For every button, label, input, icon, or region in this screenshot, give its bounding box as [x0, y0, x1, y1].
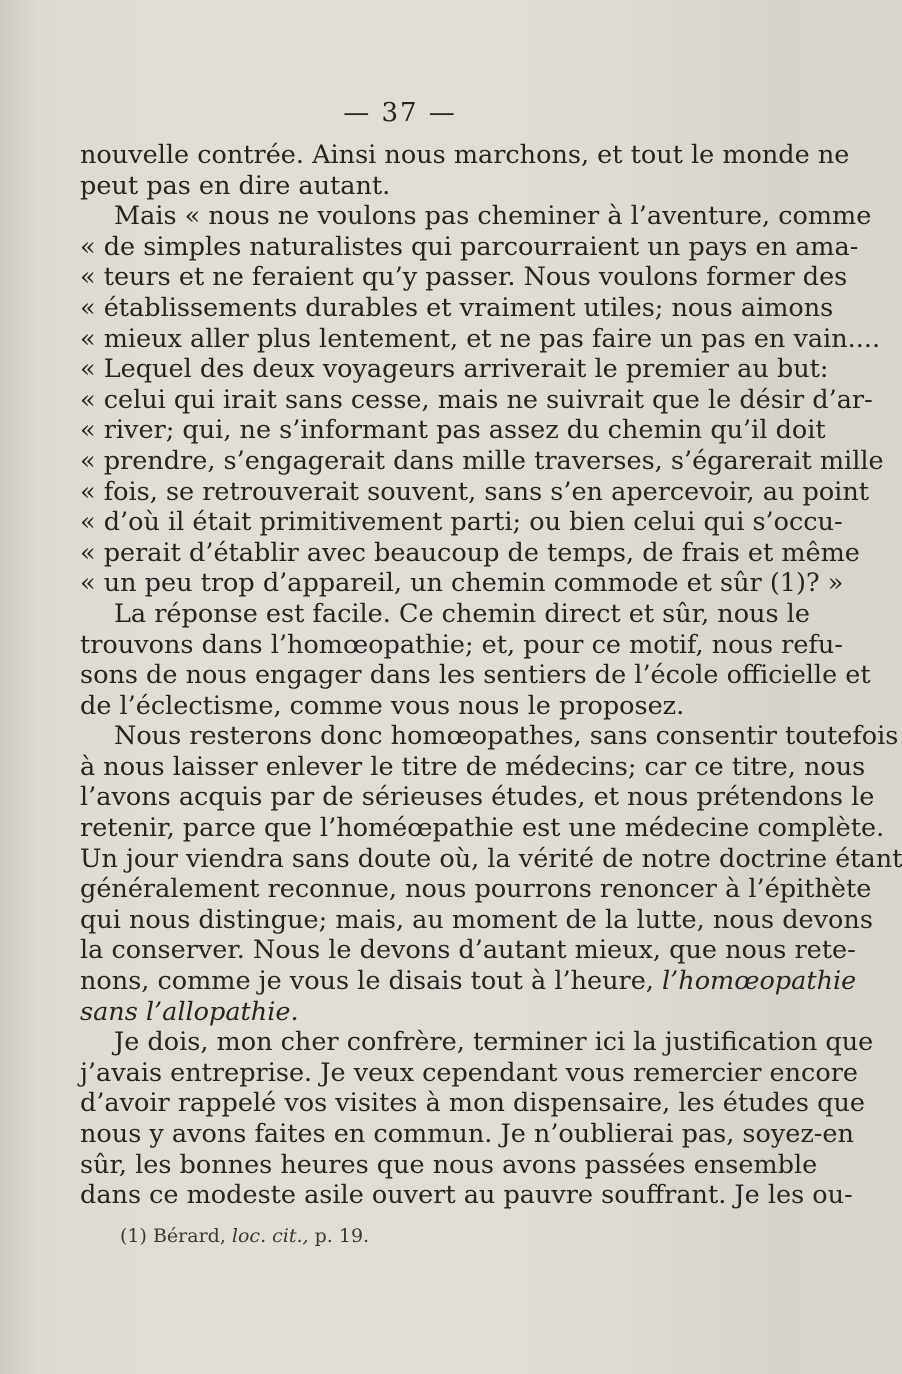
- text-line-content: nons, comme je vous le disais tout à l’heure,: [80, 966, 654, 997]
- text-line: [80, 904, 873, 936]
- text-line-italic: l’homœopathie: [662, 966, 857, 997]
- text-line: [80, 140, 850, 171]
- text-line-content: Un jour viendra sans doute où, la vérité de notre doctrine étant: [80, 843, 902, 874]
- text-line-content: « river; qui, ne s’informant pas assez du chemin qu’il doit: [80, 415, 826, 446]
- text-line: [80, 598, 810, 630]
- text-line: [80, 537, 860, 569]
- text-line-content: l’avons acquis par de sérieuses études, et nous prétendons le: [80, 782, 875, 813]
- text-line-content: qui nous distingue; mais, au moment de la lutte, nous devons: [80, 904, 873, 935]
- text-line-content: d’avoir rappelé vos visites à mon dispensaire, les études que: [80, 1088, 865, 1119]
- footnote-citation: loc. cit.,: [231, 1225, 309, 1247]
- text-line-content: retenir, parce que l’homéœpathie est une médecine complète.: [80, 813, 885, 844]
- text-line-content: La réponse est facile. Ce chemin direct et sûr, nous le: [114, 598, 810, 629]
- text-line: [80, 354, 829, 385]
- text-line-content: j’avais entreprise. Je veux cependant vous remercier encore: [80, 1057, 858, 1088]
- page-number: — 37 —: [343, 98, 457, 128]
- text-line: [80, 935, 856, 966]
- text-line: [80, 1088, 865, 1119]
- text-line-content: nous y avons faites en commun. Je n’oublierai pas, soyez-en: [80, 1119, 854, 1149]
- text-line: [80, 171, 720, 202]
- text-line: [80, 629, 843, 661]
- text-line: [80, 1027, 874, 1058]
- text-line: [80, 568, 844, 599]
- text-line-content: « teurs et ne feraient qu’y passer. Nous voulons former des: [80, 262, 848, 293]
- text-line: [80, 201, 872, 232]
- text-line-content: « perait d’établir avec beaucoup de temps, de frais et même: [80, 537, 860, 568]
- text-line: [80, 1149, 818, 1181]
- text-line: [80, 843, 902, 875]
- text-line: [80, 415, 826, 446]
- text-line-content: « fois, se retrouverait souvent, sans s’en apercevoir, au point: [80, 476, 870, 507]
- text-line-content: sons de nous engager dans les sentiers de l’école officielle et: [80, 660, 871, 691]
- text-line-content: « prendre, s’engagerait dans mille traverses, s’égarerait mille: [80, 445, 884, 476]
- text-line-italic: sans l’allopathie.: [80, 996, 299, 1027]
- text-line: [80, 813, 885, 844]
- text-line: [80, 1057, 858, 1089]
- text-line-content: « établissements durables et vraiment utiles; nous aimons: [80, 292, 834, 323]
- text-line: [80, 1180, 853, 1211]
- body-text: [80, 140, 902, 1211]
- text-line: [80, 507, 843, 538]
- text-line: [80, 384, 873, 416]
- text-line: [80, 262, 848, 293]
- text-line-content: « de simples naturalistes qui parcourraient un pays en ama-: [80, 231, 859, 262]
- text-line: [80, 323, 881, 355]
- text-line: [80, 966, 857, 997]
- text-line-content: « un peu trop d’appareil, un chemin commode et sûr (1)? »: [80, 568, 844, 599]
- text-line: [80, 445, 884, 477]
- text-line-content: de l’éclectisme, comme vous nous le proposez.: [80, 690, 685, 721]
- text-line-content: généralement reconnue, nous pourrons renoncer à l’épithète: [80, 874, 872, 905]
- text-line-content: « mieux aller plus lentement, et ne pas faire un pas en vain....: [80, 323, 881, 354]
- text-line: [80, 691, 720, 722]
- text-line: [80, 660, 871, 691]
- text-line: [80, 292, 834, 324]
- text-line-content: Nous resterons donc homœopathes, sans consentir toutefois: [114, 721, 899, 752]
- text-line-content: dans ce modeste asile ouvert au pauvre souffrant. Je les ou-: [80, 1180, 853, 1211]
- text-line-content: nouvelle contrée. Ainsi nous marchons, et tout le monde ne: [80, 140, 850, 170]
- text-line-content: trouvons dans l’homœopathie; et, pour ce motif, nous refu-: [80, 629, 843, 660]
- text-line-content: « celui qui irait sans cesse, mais ne suivrait que le désir d’ar-: [80, 384, 873, 415]
- text-line-content: « Lequel des deux voyageurs arriverait le premier au but:: [80, 354, 829, 385]
- text-line: [80, 874, 872, 905]
- text-line: [80, 782, 875, 813]
- text-line-content: la conserver. Nous le devons d’autant mieux, que nous rete-: [80, 935, 856, 966]
- text-line-content: « d’où il était primitivement parti; ou bien celui qui s’occu-: [80, 507, 843, 538]
- text-line: [80, 476, 870, 508]
- text-line-content: Je dois, mon cher confrère, terminer ici la justification que: [114, 1027, 874, 1058]
- text-line: [80, 1119, 854, 1150]
- footnote-page: p. 19.: [314, 1225, 370, 1247]
- text-line-content: peut pas en dire autant.: [80, 170, 391, 201]
- text-line: [80, 231, 859, 263]
- footnote: [120, 1225, 369, 1247]
- footnote-ref: (1) Bérard,: [120, 1225, 226, 1247]
- text-line: [80, 721, 899, 752]
- text-line-content: à nous laisser enlever le titre de médecins; car ce titre, nous: [80, 751, 866, 782]
- text-line-content: sûr, les bonnes heures que nous avons passées ensemble: [80, 1149, 818, 1180]
- text-line: [80, 997, 720, 1028]
- text-line: [80, 751, 866, 783]
- text-line-content: Mais « nous ne voulons pas cheminer à l’aventure, comme: [114, 201, 872, 232]
